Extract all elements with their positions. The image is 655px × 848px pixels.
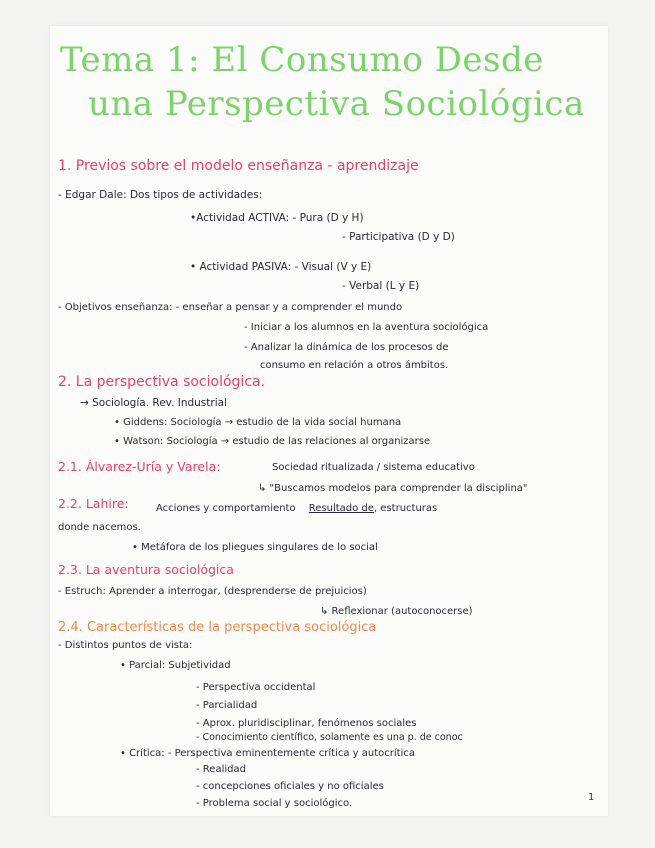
s24-line: - Problema social y sociológico. xyxy=(196,798,353,809)
s24-line: • Parcial: Subjetividad xyxy=(120,660,231,671)
page-title-line2: una Perspectiva Sociológica xyxy=(88,84,585,124)
page-title-line1: Tema 1: El Consumo Desde xyxy=(60,40,544,80)
s1-line: • Actividad PASIVA: - Visual (V y E) xyxy=(190,261,372,273)
s2-line: • Giddens: Sociología → estudio de la vida social humana xyxy=(114,417,402,428)
section-2-3-heading: 2.3. La aventura sociológica xyxy=(58,562,234,577)
s24-line: - Aprox. pluridisciplinar, fenómenos sociales xyxy=(196,718,417,729)
s24-line: • Crítica: - Perspectiva eminentemente crítica y autocrítica xyxy=(120,748,415,759)
s22-line xyxy=(156,503,437,514)
s21-text: Sociedad ritualizada / sistema educativo xyxy=(272,462,475,473)
s2-line: • Watson: Sociología → estudio de las relaciones al organizarse xyxy=(114,436,431,447)
section-2-2-heading: 2.2. Lahire: xyxy=(58,496,129,511)
s1-line: - Edgar Dale: Dos tipos de actividades: xyxy=(58,189,263,201)
s1-line: - Verbal (L y E) xyxy=(342,280,420,292)
s22-bullet: • Metáfora de los pliegues singulares de lo social xyxy=(132,542,378,553)
section-1-heading: 1. Previos sobre el modelo enseñanza - aprendizaje xyxy=(58,158,419,174)
s1-line: •Actividad ACTIVA: - Pura (D y H) xyxy=(190,212,364,224)
s23-sub: ↳ Reflexionar (autoconocerse) xyxy=(320,606,473,617)
s1-line: consumo en relación a otros ámbitos. xyxy=(260,360,449,371)
s24-line: - Distintos puntos de vista: xyxy=(58,640,193,651)
s24-line: - concepciones oficiales y no oficiales xyxy=(196,781,384,792)
s22-cont: donde nacemos. xyxy=(58,522,141,533)
s22-text2: , estructuras xyxy=(373,503,438,514)
section-2-heading: 2. La perspectiva sociológica. xyxy=(58,374,266,390)
page-number: 1 xyxy=(588,792,595,803)
s22-underlined: Resultado de xyxy=(308,503,374,514)
s24-line: - Parcialidad xyxy=(196,700,258,711)
s24-line: - Conocimiento científico, solamente es una p. de conoc xyxy=(196,732,463,743)
s1-line: - Analizar la dinámica de los procesos de xyxy=(244,342,449,353)
s22-text: Acciones y comportamiento xyxy=(156,503,296,514)
notebook-page xyxy=(50,26,608,816)
s1-line: - Participativa (D y D) xyxy=(342,231,455,243)
section-2-1-heading: 2.1. Álvarez-Uría y Varela: xyxy=(58,459,221,474)
s24-line: - Perspectiva occidental xyxy=(196,682,316,693)
section-2-4-heading: 2.4. Características de la perspectiva sociológica xyxy=(58,620,377,635)
s21-sub: ↳ "Buscamos modelos para comprender la disciplina" xyxy=(258,483,528,494)
s23-line: - Estruch: Aprender a interrogar, (desprenderse de prejuicios) xyxy=(58,586,367,597)
s2-line: → Sociología. Rev. Industrial xyxy=(80,397,227,409)
s24-line: - Realidad xyxy=(196,764,246,775)
s1-line: - Iniciar a los alumnos en la aventura sociológica xyxy=(244,322,489,333)
s1-line: - Objetivos enseñanza: - enseñar a pensar y a comprender el mundo xyxy=(58,302,403,313)
